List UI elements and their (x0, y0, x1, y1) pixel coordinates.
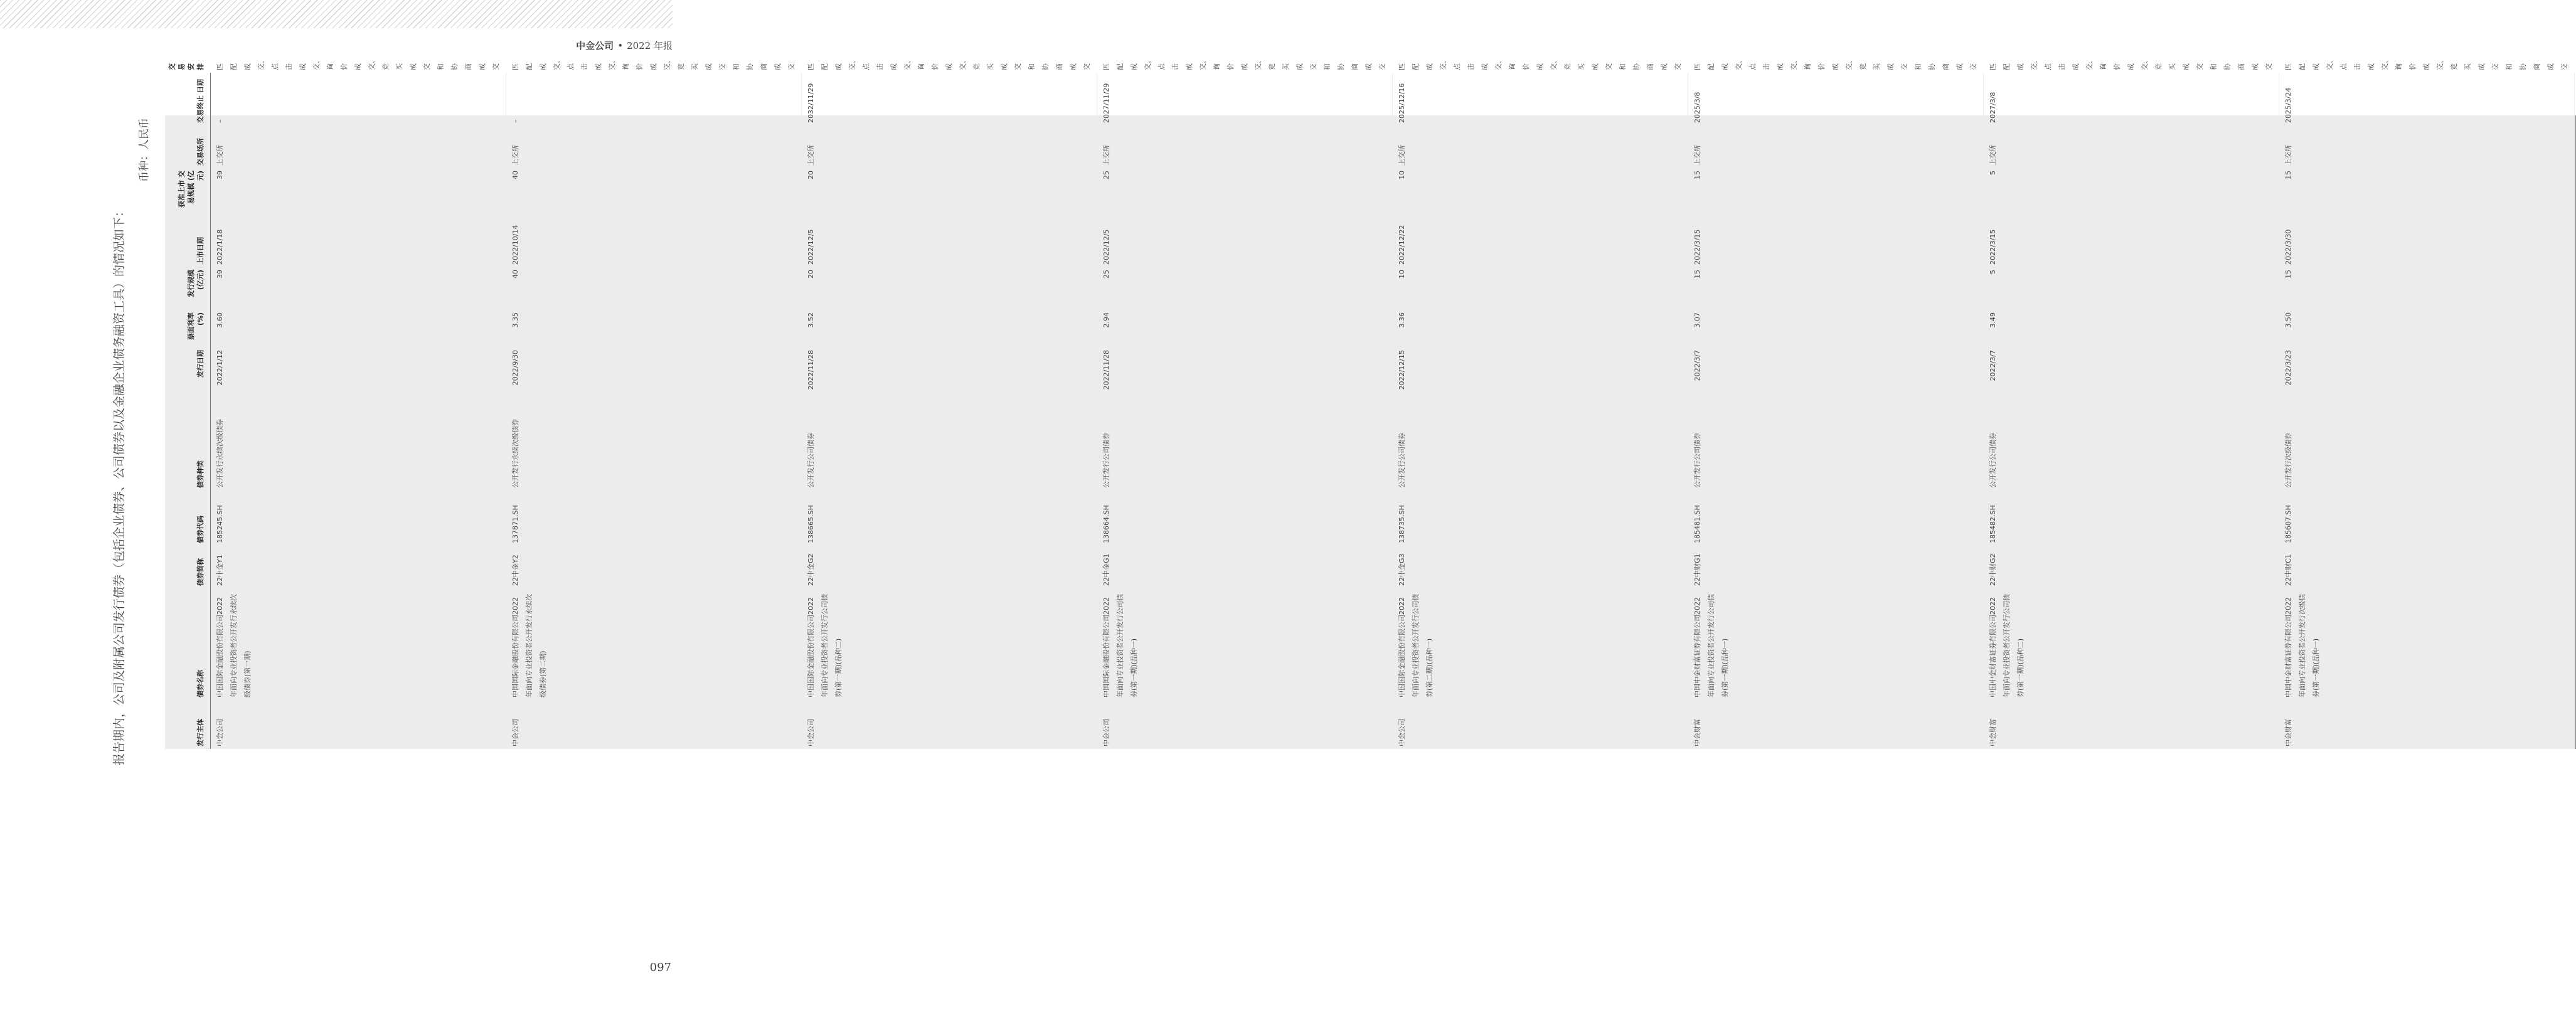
cell-venue: 上交所 (1984, 125, 2279, 168)
table-body (211, 56, 2575, 749)
cell-type: 公开发行次级债券 (2279, 404, 2575, 491)
cell-end-date: 2032/11/29 (802, 73, 1097, 125)
rotated-content (97, 56, 2568, 783)
cell-rate: 3.36 (1393, 310, 1688, 347)
cell-name: 中国中金财富证券有限公司2022年面向专业投资者公开发行次级债券(第一期)(品种一) (2279, 588, 2575, 700)
cell-issue-date: 2022/11/28 (1097, 347, 1393, 404)
cell-type: 公开发行公司债券 (1984, 404, 2279, 491)
cell-abbr: 22中金G1 (1097, 546, 1393, 588)
cell-code: 185245.SH (211, 491, 506, 546)
cell-issue-date: 2022/1/12 (211, 347, 506, 404)
table-row: 中金公司 中国国际金融股份有限公司2022年面向专业投资者公开发行公司债券(第一期)(品种二) 22中金G2 138665.SH 公开发行公司债券 2022/11/28 3.52 20 2022/12/5 20 上交所 2032/11/29 匹配成交、点击成交、询价成交、竞买成交和协商成交 (802, 73, 1097, 749)
cell-venue: 上交所 (211, 125, 506, 168)
cell-issue-date: 2022/3/7 (1984, 347, 2279, 404)
cell-issue-date: 2022/9/30 (506, 347, 802, 404)
cell-abbr: 22中金Y2 (506, 546, 802, 588)
cell-trade-scale: 39 (211, 168, 506, 211)
cell-code: 138665.SH (802, 491, 1097, 546)
cell-name: 中国国际金融股份有限公司2022年面向专业投资者公开发行永续次级债券(第二期) (506, 588, 802, 700)
cell-name: 中国国际金融股份有限公司2022年面向专业投资者公开发行永续次级债券(第一期) (211, 588, 506, 700)
cell-end-date: 2025/3/24 (2279, 73, 2575, 125)
intro-text: 报告期内，公司及附属公司发行债券（包括企业债券、公司债券以及金融企业债务融资工具）的情况如下： (112, 204, 126, 765)
cell-issue-date: 2022/3/7 (1688, 347, 1984, 404)
col-code: 债券代码 (196, 516, 205, 543)
cell-type: 公开发行公司债券 (1688, 404, 1984, 491)
cell-trade-scale: 15 (2279, 168, 2575, 211)
cell-rate: 3.50 (2279, 310, 2575, 347)
cell-scale: 15 (2279, 267, 2575, 310)
header-company: 中金公司 (576, 40, 614, 51)
cell-type: 公开发行永续次级债券 (211, 404, 506, 491)
cell-rate: 2.94 (1097, 310, 1393, 347)
table-row: 中金财富 中国中金财富证券有限公司2022年面向专业投资者公开发行公司债券(第一期)(品种一) 22中财G1 185481.SH 公开发行公司债券 2022/3/7 3.07 15 2022/3/15 15 上交所 2025/3/8 匹配成交、点击成交、询价成交、竞买成交和协商成交 (1688, 73, 1984, 749)
cell-name: 中国国际金融股份有限公司2022年面向专业投资者公开发行公司债券(第一期)(品种一) (1097, 588, 1393, 700)
cell-rate: 3.07 (1688, 310, 1984, 347)
col-issue-date: 发行日期 (196, 350, 205, 378)
header-year-report: 2022 年报 (627, 40, 673, 51)
col-issuer: 发行主体 (196, 719, 205, 746)
table-row: 中金财富 中国中金财富证券有限公司2022年面向专业投资者公开发行公司债券(第一期)(品种二) 22中财G2 185482.SH 公开发行公司债券 2022/3/7 3.49 5 2022/3/15 5 上交所 2027/3/8 匹配成交、点击成交、询价成交、竞买成交和协商成交 (1984, 73, 2279, 749)
cell-scale: 40 (506, 267, 802, 310)
decorative-hatch-band (0, 0, 673, 28)
cell-issuer: 中金财富 (2279, 700, 2575, 749)
cell-issue-date: 2022/12/15 (1393, 347, 1688, 404)
cell-rate: 3.52 (802, 310, 1097, 347)
cell-type: 公开发行公司债券 (1097, 404, 1393, 491)
cell-list-date: 2022/12/5 (1097, 211, 1393, 267)
cell-scale: 10 (1393, 267, 1688, 310)
cell-issuer: 中金财富 (1688, 700, 1984, 749)
col-scale: 发行规模 (亿元) (187, 270, 205, 297)
cell-code: 138664.SH (1097, 491, 1393, 546)
cell-name: 中国中金财富证券有限公司2022年面向专业投资者公开发行公司债券(第一期)(品种一) (1688, 588, 1984, 700)
bond-table (165, 56, 2575, 749)
cell-abbr: 22中财G2 (1984, 546, 2279, 588)
cell-issuer: 中金公司 (802, 700, 1097, 749)
col-end-date: 交易终止 日期 (196, 79, 205, 123)
cell-end-date: – (211, 73, 506, 125)
cell-type: 公开发行公司债券 (802, 404, 1097, 491)
table-row: 中金公司 中国国际金融股份有限公司2022年面向专业投资者公开发行永续次级债券(第二期) 22中金Y2 137871.SH 公开发行永续次级债券 2022/9/30 3.35 40 2022/10/14 40 上交所 – 匹配成交、点击成交、询价成交、竞买成交和协商成交 (506, 73, 802, 749)
cell-issue-date: 2022/3/23 (2279, 347, 2575, 404)
currency-note: 币种：人民币 (138, 118, 151, 182)
cell-name: 中国中金财富证券有限公司2022年面向专业投资者公开发行公司债券(第一期)(品种二) (1984, 588, 2279, 700)
cell-venue: 上交所 (2279, 125, 2575, 168)
cell-end-date: – (506, 73, 802, 125)
cell-abbr: 22中金Y1 (211, 546, 506, 588)
cell-end-date: 2025/3/8 (1688, 73, 1984, 125)
cell-trade-scale: 10 (1393, 168, 1688, 211)
cell-name: 中国国际金融股份有限公司2022年面向专业投资者公开发行公司债券(第二期)(品种一) (1393, 588, 1688, 700)
cell-venue: 上交所 (1097, 125, 1393, 168)
table-header-row: 发行主体 债券名称 债券简称 债券代码 债券种类 发行日期 票面利率 (%) 发行规模 (亿元) 上市日期 获准上市 交易规模 (亿元) 交易场所 交易终止 日期 交易安排 (165, 73, 211, 749)
col-list-date: 上市日期 (196, 237, 205, 265)
cell-issuer: 中金公司 (506, 700, 802, 749)
cell-code: 185482.SH (1984, 491, 2279, 546)
cell-venue: 上交所 (506, 125, 802, 168)
cell-issue-date: 2022/11/28 (802, 347, 1097, 404)
col-abbr: 债券简称 (196, 558, 205, 586)
cell-code: 137871.SH (506, 491, 802, 546)
cell-abbr: 22中财G1 (1688, 546, 1984, 588)
cell-scale: 15 (1688, 267, 1984, 310)
cell-issuer: 中金公司 (211, 700, 506, 749)
cell-abbr: 22中金G2 (802, 546, 1097, 588)
cell-venue: 上交所 (802, 125, 1097, 168)
table-row: 中金财富 中国中金财富证券有限公司2022年面向专业投资者公开发行次级债券(第一期)(品种一) 22中财C1 185607.SH 公开发行次级债券 2022/3/23 3.50 15 2022/3/30 15 上交所 2025/3/24 匹配成交、点击成交、询价成交、竞买成交和协商成交 (2279, 73, 2575, 749)
cell-list-date: 2022/12/22 (1393, 211, 1688, 267)
cell-list-date: 2022/12/5 (802, 211, 1097, 267)
cell-rate: 3.49 (1984, 310, 2279, 347)
col-rate: 票面利率 (%) (187, 312, 205, 340)
cell-scale: 20 (802, 267, 1097, 310)
cell-code: 185607.SH (2279, 491, 2575, 546)
table-row: 中金公司 中国国际金融股份有限公司2022年面向专业投资者公开发行公司债券(第二期)(品种一) 22中金G3 138735.SH 公开发行公司债券 2022/12/15 3.36 10 2022/12/22 10 上交所 2025/12/16 匹配成交、点击成交、询价成交、竞买成交和协商成交 (1393, 73, 1688, 749)
cell-list-date: 2022/1/18 (211, 211, 506, 267)
cell-issuer: 中金公司 (1393, 700, 1688, 749)
cell-end-date: 2027/11/29 (1097, 73, 1393, 125)
col-name: 债券名称 (196, 670, 205, 697)
cell-issuer: 中金财富 (1984, 700, 2279, 749)
cell-scale: 5 (1984, 267, 2279, 310)
cell-list-date: 2022/3/30 (2279, 211, 2575, 267)
cell-trade-scale: 25 (1097, 168, 1393, 211)
cell-list-date: 2022/3/15 (1688, 211, 1984, 267)
cell-end-date: 2025/12/16 (1393, 73, 1688, 125)
cell-venue: 上交所 (1393, 125, 1688, 168)
cell-end-date: 2027/3/8 (1984, 73, 2279, 125)
cell-abbr: 22中金G3 (1393, 546, 1688, 588)
cell-venue: 上交所 (1688, 125, 1984, 168)
table-row: 中金公司 中国国际金融股份有限公司2022年面向专业投资者公开发行永续次级债券(第一期) 22中金Y1 185245.SH 公开发行永续次级债券 2022/1/12 3.60 39 2022/1/18 39 上交所 – 匹配成交、点击成交、询价成交、竞买成交和协商成交 (211, 73, 506, 749)
cell-scale: 39 (211, 267, 506, 310)
cell-rate: 3.60 (211, 310, 506, 347)
bond-table-container (165, 56, 2576, 749)
cell-code: 138735.SH (1393, 491, 1688, 546)
page-number: 097 (649, 961, 671, 974)
cell-trade-scale: 5 (1984, 168, 2279, 211)
col-venue: 交易场所 (196, 138, 205, 166)
cell-code: 185481.SH (1688, 491, 1984, 546)
cell-trade-scale: 40 (506, 168, 802, 211)
cell-abbr: 22中财C1 (2279, 546, 2575, 588)
cell-list-date: 2022/10/14 (506, 211, 802, 267)
cell-issuer: 中金公司 (1097, 700, 1393, 749)
page-header (576, 39, 673, 52)
cell-trade-scale: 15 (1688, 168, 1984, 211)
cell-trade-scale: 20 (802, 168, 1097, 211)
col-trade-scale: 获准上市 交易规模 (亿元) (178, 171, 205, 208)
cell-scale: 25 (1097, 267, 1393, 310)
cell-rate: 3.35 (506, 310, 802, 347)
table-row: 中金公司 中国国际金融股份有限公司2022年面向专业投资者公开发行公司债券(第一期)(品种一) 22中金G1 138664.SH 公开发行公司债券 2022/11/28 2.94 25 2022/12/5 25 上交所 2027/11/29 匹配成交、点击成交、询价成交、竞买成交和协商成交 (1097, 73, 1393, 749)
col-type: 债券种类 (196, 460, 205, 488)
cell-name: 中国国际金融股份有限公司2022年面向专业投资者公开发行公司债券(第一期)(品种二) (802, 588, 1097, 700)
cell-list-date: 2022/3/15 (1984, 211, 2279, 267)
header-separator: • (617, 40, 624, 51)
cell-type: 公开发行公司债券 (1393, 404, 1688, 491)
cell-type: 公开发行永续次级债券 (506, 404, 802, 491)
